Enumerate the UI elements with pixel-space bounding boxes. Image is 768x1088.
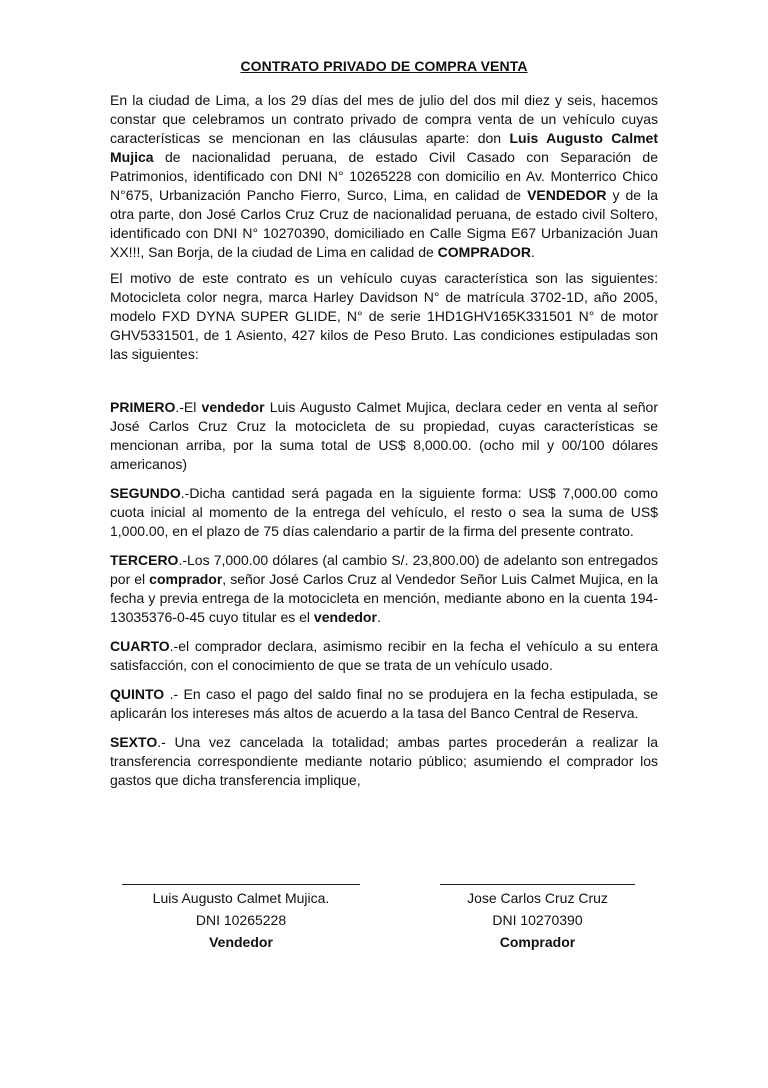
text-run: .-Dicha cantidad será pagada en la siguiente forma: US$ 7,000.00 como cuota inicial al momento de la entrega del vehículo, el resto o sea la suma de US$ 1,000.00, en el plazo de 75 días calendario a partir de la firma del presente contrato. [110, 485, 658, 539]
buyer-signature-line [440, 868, 635, 885]
bold-text: TERCERO [110, 552, 179, 568]
seller-role: Vendedor [209, 934, 273, 950]
seller-name: Luis Augusto Calmet Mujica. [152, 890, 330, 906]
buyer-signature [440, 868, 635, 953]
seller-signature [122, 868, 360, 953]
bold-text: PRIMERO [110, 399, 176, 415]
intro-paragraph [110, 91, 658, 262]
signature-block [110, 868, 670, 968]
text-run: y de la otra parte, don José Carlos Cruz Cruz de nacionalidad peruana, de estado civil Soltero, identificado con DNI N° 10270390, domiciliado en Calle Sigma E67 Urbanización Juan XX!!!, San Borja, de la ciudad de Lima en calidad de [110, 187, 658, 260]
text-run: El motivo de este contrato es un vehículo cuyas característica son las siguientes: Motocicleta color negra, marca Harley Davidson N° de matrícula 3702-1D, año 2005, modelo FXD DYNA SUPER GLIDE, N° de serie 1HD1GHV165K331501 N° de motor GHV5331501, de 1 Asiento, 427 kilos de Peso Bruto. Las condiciones estipuladas son las siguientes: [110, 270, 658, 362]
contract-page [110, 58, 658, 800]
buyer-dni: DNI 10270390 [492, 912, 583, 928]
bold-text: vendedor [201, 399, 265, 415]
vehicle-description-paragraph [110, 269, 658, 364]
bold-text: SEXTO [110, 734, 158, 750]
seller-dni: DNI 10265228 [195, 912, 287, 928]
text-run: .-Los 7,000.00 dólares (al cambio S/. 23,800.00) de adelanto son entregados por el [110, 552, 658, 587]
text-run: . [531, 244, 535, 260]
clause-quinto [110, 685, 658, 723]
text-run: . [376, 609, 381, 625]
clause-tercero [110, 551, 658, 627]
clause-sexto [110, 733, 658, 790]
clause-cuarto [110, 637, 658, 675]
seller-signature-line [122, 868, 360, 885]
buyer-role: Comprador [499, 934, 576, 950]
text-run: .- En caso el pago del saldo final no se produjera en la fecha estipulada, se aplicarán los intereses más altos de acuerdo a la tasa del Banco Central de Reserva. [110, 686, 658, 721]
text-run: .-El [175, 399, 202, 415]
bold-text: SEGUNDO [110, 485, 181, 501]
bold-text: vendedor [313, 609, 377, 625]
bold-text: Luis Augusto Calmet Mujica [110, 130, 658, 165]
text-run: , señor José Carlos Cruz al Vendedor Señor Luis Calmet Mujica, en la fecha y previa entrega de la motocicleta en mención, mediante abono en la cuenta 194-13035376-0-45 cuyo titular es el [110, 571, 658, 625]
text-run: .-el comprador declara, asimismo recibir en la fecha el vehículo a su entera satisfacción, con el conocimiento de que se trata de un vehículo usado. [110, 638, 658, 673]
bold-text: QUINTO [110, 686, 165, 702]
text-run: de nacionalidad peruana, de estado Civil Casado con Separación de Patrimonios, identificado con DNI N° 10265228 con domicilio en Av. Monterrico Chico N°675, Urbanización Pancho Fierro, Surco, Lima, en calidad de [110, 149, 658, 203]
buyer-name: Jose Carlos Cruz Cruz [467, 890, 608, 906]
bold-text: VENDEDOR [527, 187, 607, 203]
text-run: .- Una vez cancelada la totalidad; ambas partes procederán a realizar la transferencia correspondiente mediante notario público; asumiendo el comprador los gastos que dicha transferencia implique, [110, 734, 658, 788]
clause-segundo [110, 484, 658, 541]
bold-text: CUARTO [110, 638, 170, 654]
text-run: En la ciudad de Lima, a los 29 días del mes de julio del dos mil diez y seis, hacemos constar que celebramos un contrato privado de compra venta de un vehículo cuyas características se mencionan en las cláusulas aparte: don [110, 92, 658, 146]
bold-text: comprador [149, 571, 223, 587]
bold-text: COMPRADOR [437, 244, 531, 260]
text-run: Luis Augusto Calmet Mujica, declara ceder en venta al señor José Carlos Cruz Cruz la motocicleta de su propiedad, cuyas características se mencionan arriba, por la suma total de US$ 8,000.00. (ocho mil y 00/100 dólares americanos) [110, 399, 659, 472]
clause-primero [110, 398, 658, 474]
document-title: CONTRATO PRIVADO DE COMPRA VENTA [240, 58, 528, 74]
